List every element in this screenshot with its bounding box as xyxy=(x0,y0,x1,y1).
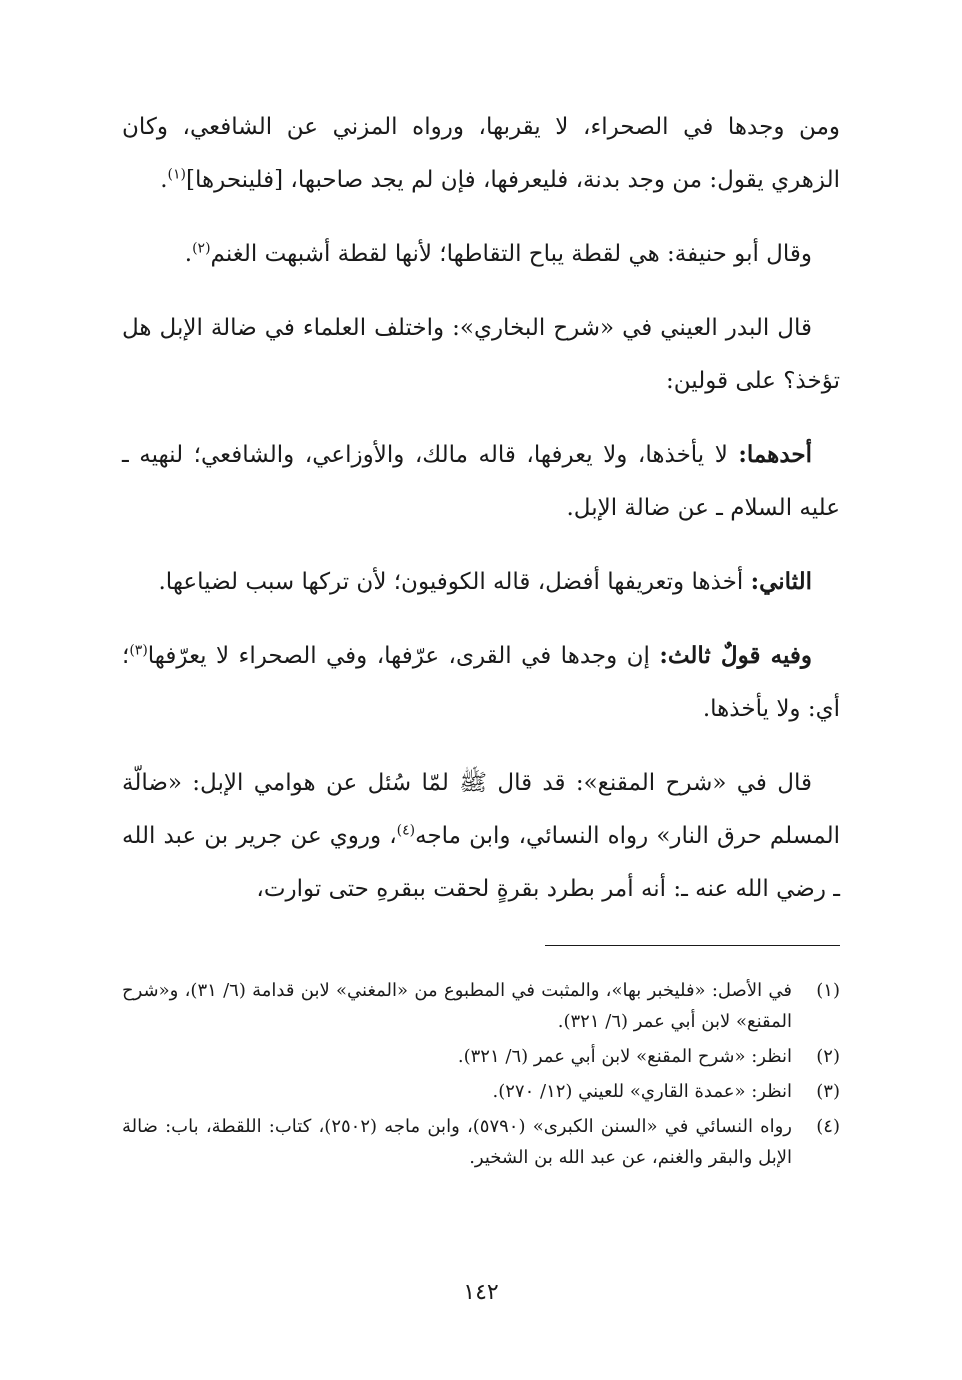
paragraph-6 xyxy=(122,629,840,736)
paragraph-4 xyxy=(122,428,840,535)
paragraph-lead: الثاني: xyxy=(750,568,812,595)
paragraph-3 xyxy=(122,301,840,408)
paragraph-text: وقال أبو حنيفة: هي لقطة يباح التقاطها؛ لأنها لقطة أشبهت الغنم xyxy=(210,241,812,267)
footnote-2 xyxy=(122,1041,840,1072)
footnote-3 xyxy=(122,1076,840,1107)
main-text xyxy=(122,100,840,936)
footnote-number: (٣) xyxy=(816,1081,840,1102)
footnote-ref-2[interactable]: (٢) xyxy=(192,240,211,257)
paragraph-text: أخذها وتعريفها أفضل، قاله الكوفيون؛ لأن تركها سبب لضياعها. xyxy=(158,569,751,595)
footnote-4 xyxy=(122,1111,840,1173)
footnotes xyxy=(122,975,840,1177)
footnote-text: انظر: «شرح المقنع» لابن أبي عمر (٦/ ٣٢١). xyxy=(457,1046,792,1067)
footnote-number: (٢) xyxy=(816,1046,840,1067)
page-number: ١٤٢ xyxy=(463,1280,499,1305)
paragraph-tail: ، وروي عن جرير بن عبد الله ـ رضي الله عنه ـ: أنه أمر بطرد بقرةٍ لحقت ببقرهِ حتى توارت، xyxy=(122,823,840,902)
paragraph-1 xyxy=(122,100,840,207)
paragraph-text: إن وجدها في القرى، عرّفها، وفي الصحراء لا يعرّفها xyxy=(147,643,660,669)
footnote-number: (١) xyxy=(816,980,840,1001)
paragraph-tail: . xyxy=(160,167,168,193)
paragraph-text: قال البدر العيني في «شرح البخاري»: واختلف العلماء في ضالة الإبل هل تؤخذ؟ على قولين: xyxy=(122,315,840,394)
paragraph-5 xyxy=(122,555,840,609)
footnote-ref-1[interactable]: (١) xyxy=(167,166,187,183)
paragraph-tail: . xyxy=(184,241,193,267)
paragraph-lead: أحدهما: xyxy=(738,441,812,468)
footnote-ref-4[interactable]: (٤) xyxy=(396,822,416,839)
footnote-text: في الأصل: «فليخبر بها»، والمثبت في المطبوع من «المغني» لابن قدامة (٦/ ٣١)، و«شرح المقنع» لابن أبي عمر (٦/ ٣٢١). xyxy=(122,980,792,1032)
paragraph-tail: ؛ أي: ولا يأخذها. xyxy=(122,643,840,722)
paragraph-text: ومن وجدها في الصحراء، لا يقربها، ورواه المزني عن الشافعي، وكان الزهري يقول: من وجد بدنة، فليعرفها، فإن لم يجد صاحبها، [فلينحرها] xyxy=(122,114,840,193)
paragraph-7 xyxy=(122,756,840,916)
paragraph-text: لا يأخذها، ولا يعرفها، قاله مالك، والأوزاعي، والشافعي؛ لنهيه ـ عليه السلام ـ عن ضالة الإبل. xyxy=(122,442,840,521)
footnote-ref-3[interactable]: (٣) xyxy=(129,642,148,659)
paragraph-2 xyxy=(122,227,840,281)
footnote-1 xyxy=(122,975,840,1037)
footnote-text: انظر: «عمدة القاري» للعيني (١٢/ ٢٧٠). xyxy=(492,1081,792,1102)
footnote-number: (٤) xyxy=(816,1116,840,1137)
paragraph-text: قال في «شرح المقنع»: قد قال ﷺ لمّا سُئل عن هوامي الإبل: «ضالّة المسلم حرق النار» رواه النسائي، وابن ماجه xyxy=(122,770,840,849)
footnote-text: رواه النسائي في «السنن الكبرى» (٥٧٩٠)، وابن ماجه (٢٥٠٢)، كتاب: اللقطة، باب: ضالة الإبل والبقر والغنم، عن عبد الله بن الشخير. xyxy=(122,1116,792,1168)
footnote-divider xyxy=(545,945,840,946)
paragraph-lead: وفيه قولٌ ثالث: xyxy=(659,642,812,669)
